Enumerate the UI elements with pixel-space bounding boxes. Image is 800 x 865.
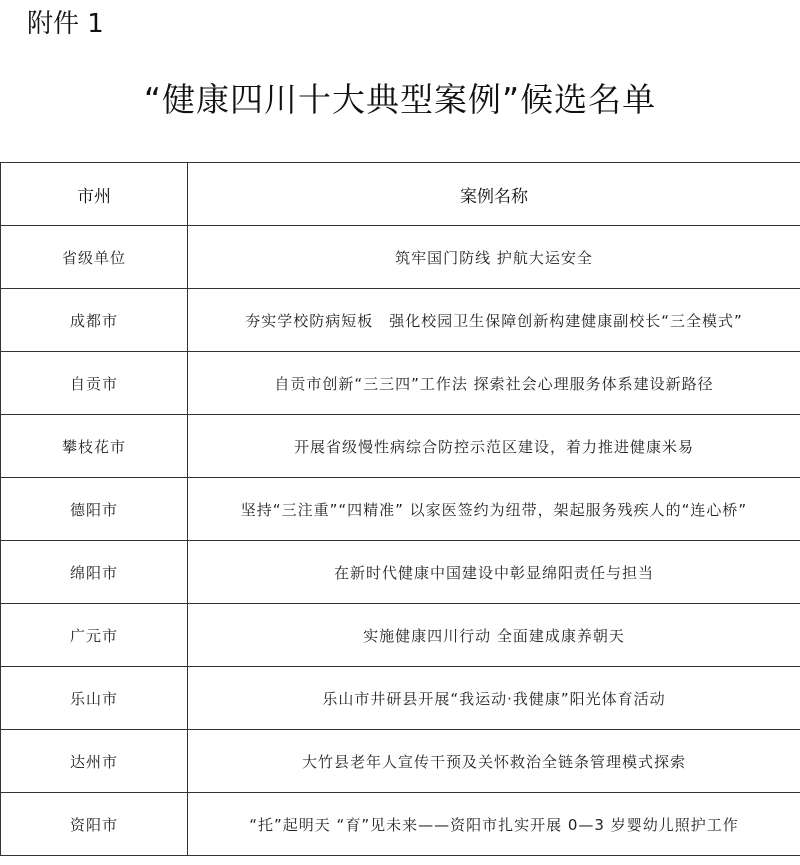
column-header-case: 案例名称 xyxy=(188,163,800,226)
case-name-cell: 坚持“三注重”“四精准” 以家医签约为纽带，架起服务残疾人的“连心桥” xyxy=(188,478,800,541)
attachment-label: 附件 1 xyxy=(27,9,104,39)
city-cell: 自贡市 xyxy=(1,352,188,415)
city-cell: 省级单位 xyxy=(1,226,188,289)
page-title: “健康四川十大典型案例”候选名单 xyxy=(143,80,657,119)
table-row xyxy=(1,793,800,856)
case-name-cell: 在新时代健康中国建设中彰显绵阳责任与担当 xyxy=(188,541,800,604)
table-row xyxy=(1,541,800,604)
case-name-cell: 实施健康四川行动 全面建成康养朝天 xyxy=(188,604,800,667)
city-cell: 达州市 xyxy=(1,730,188,793)
city-cell: 资阳市 xyxy=(1,793,188,856)
city-cell: 广元市 xyxy=(1,604,188,667)
city-cell: 攀枝花市 xyxy=(1,415,188,478)
table-row xyxy=(1,604,800,667)
city-cell: 乐山市 xyxy=(1,667,188,730)
table-row xyxy=(1,478,800,541)
case-name-cell: 大竹县老年人宣传干预及关怀救治全链条管理模式探索 xyxy=(188,730,800,793)
case-name-cell: 乐山市井研县开展“我运动·我健康”阳光体育活动 xyxy=(188,667,800,730)
case-name-cell: “托”起明天 “育”见未来——资阳市扎实开展 0—3 岁婴幼儿照护工作 xyxy=(188,793,800,856)
case-name-cell: 筑牢国门防线 护航大运安全 xyxy=(188,226,800,289)
case-name-cell: 自贡市创新“三三四”工作法 探索社会心理服务体系建设新路径 xyxy=(188,352,800,415)
table-row xyxy=(1,415,800,478)
table-row xyxy=(1,730,800,793)
table-row xyxy=(1,352,800,415)
table-header-row xyxy=(1,163,800,226)
case-name-cell: 开展省级慢性病综合防控示范区建设，着力推进健康米易 xyxy=(188,415,800,478)
city-cell: 成都市 xyxy=(1,289,188,352)
column-header-city: 市州 xyxy=(1,163,188,226)
city-cell: 德阳市 xyxy=(1,478,188,541)
table-row xyxy=(1,226,800,289)
candidate-list-table xyxy=(0,162,800,856)
city-cell: 绵阳市 xyxy=(1,541,188,604)
case-name-cell: 夯实学校防病短板 强化校园卫生保障创新构建健康副校长“三全模式” xyxy=(188,289,800,352)
table-row xyxy=(1,667,800,730)
table-row xyxy=(1,289,800,352)
